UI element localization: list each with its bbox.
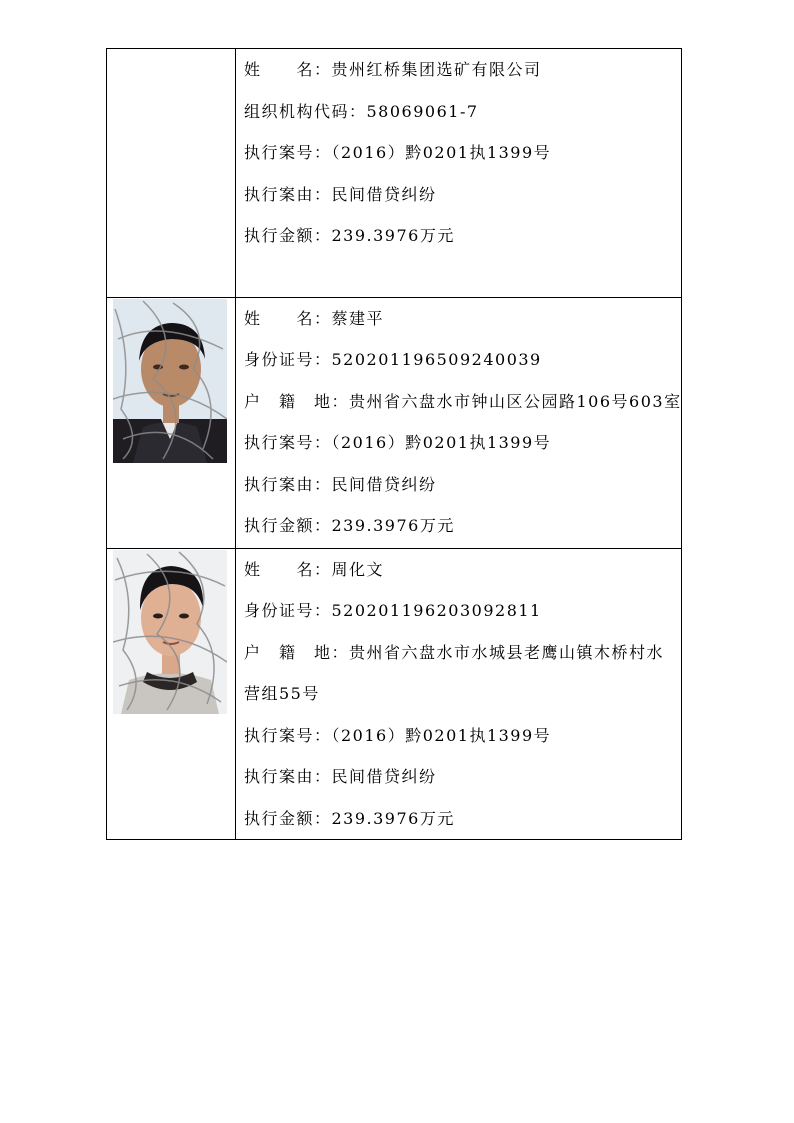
record-row bbox=[107, 49, 682, 298]
name-line: 姓 名：蔡建平 bbox=[244, 308, 385, 328]
domicile-line: 户 籍 地：贵州省六盘水市钟山区公园路106号603室 bbox=[244, 391, 682, 411]
case-cause-line: 执行案由：民间借贷纠纷 bbox=[244, 767, 437, 786]
record-info bbox=[236, 297, 682, 548]
record-row bbox=[107, 548, 682, 840]
case-number-line: 执行案号：（2016）黔0201执1399号 bbox=[244, 725, 552, 745]
case-cause-line: 执行案由：民间借贷纠纷 bbox=[244, 474, 437, 494]
amount-line: 执行金额：239.3976万元 bbox=[244, 516, 455, 535]
amount-line: 执行金额：239.3976万元 bbox=[244, 226, 455, 245]
photo-cell-empty bbox=[107, 49, 236, 298]
domicile-line: 户 籍 地：贵州省六盘水市水城县老鹰山镇木桥村水营组55号 bbox=[244, 642, 665, 703]
name-line: 姓 名：贵州红桥集团选矿有限公司 bbox=[244, 60, 542, 79]
portrait-photo bbox=[113, 299, 227, 463]
photo-cell bbox=[107, 297, 236, 548]
org-code-line: 组织机构代码：58069061-7 bbox=[244, 101, 479, 121]
case-number-line: 执行案号：（2016）黔0201执1399号 bbox=[244, 143, 552, 162]
record-info bbox=[236, 548, 682, 840]
record-info bbox=[236, 49, 682, 298]
case-number-line: 执行案号：（2016）黔0201执1399号 bbox=[244, 433, 552, 452]
portrait-photo bbox=[113, 550, 227, 714]
photo-cell bbox=[107, 548, 236, 840]
amount-line: 执行金额：239.3976万元 bbox=[244, 808, 455, 828]
record-row bbox=[107, 297, 682, 548]
judgment-debtor-table bbox=[106, 48, 682, 840]
id-number-line: 身份证号：520201196509240039 bbox=[244, 350, 542, 369]
case-cause-line: 执行案由：民间借贷纠纷 bbox=[244, 184, 437, 204]
name-line: 姓 名：周化文 bbox=[244, 559, 385, 579]
id-number-line: 身份证号：520201196203092811 bbox=[244, 601, 542, 620]
